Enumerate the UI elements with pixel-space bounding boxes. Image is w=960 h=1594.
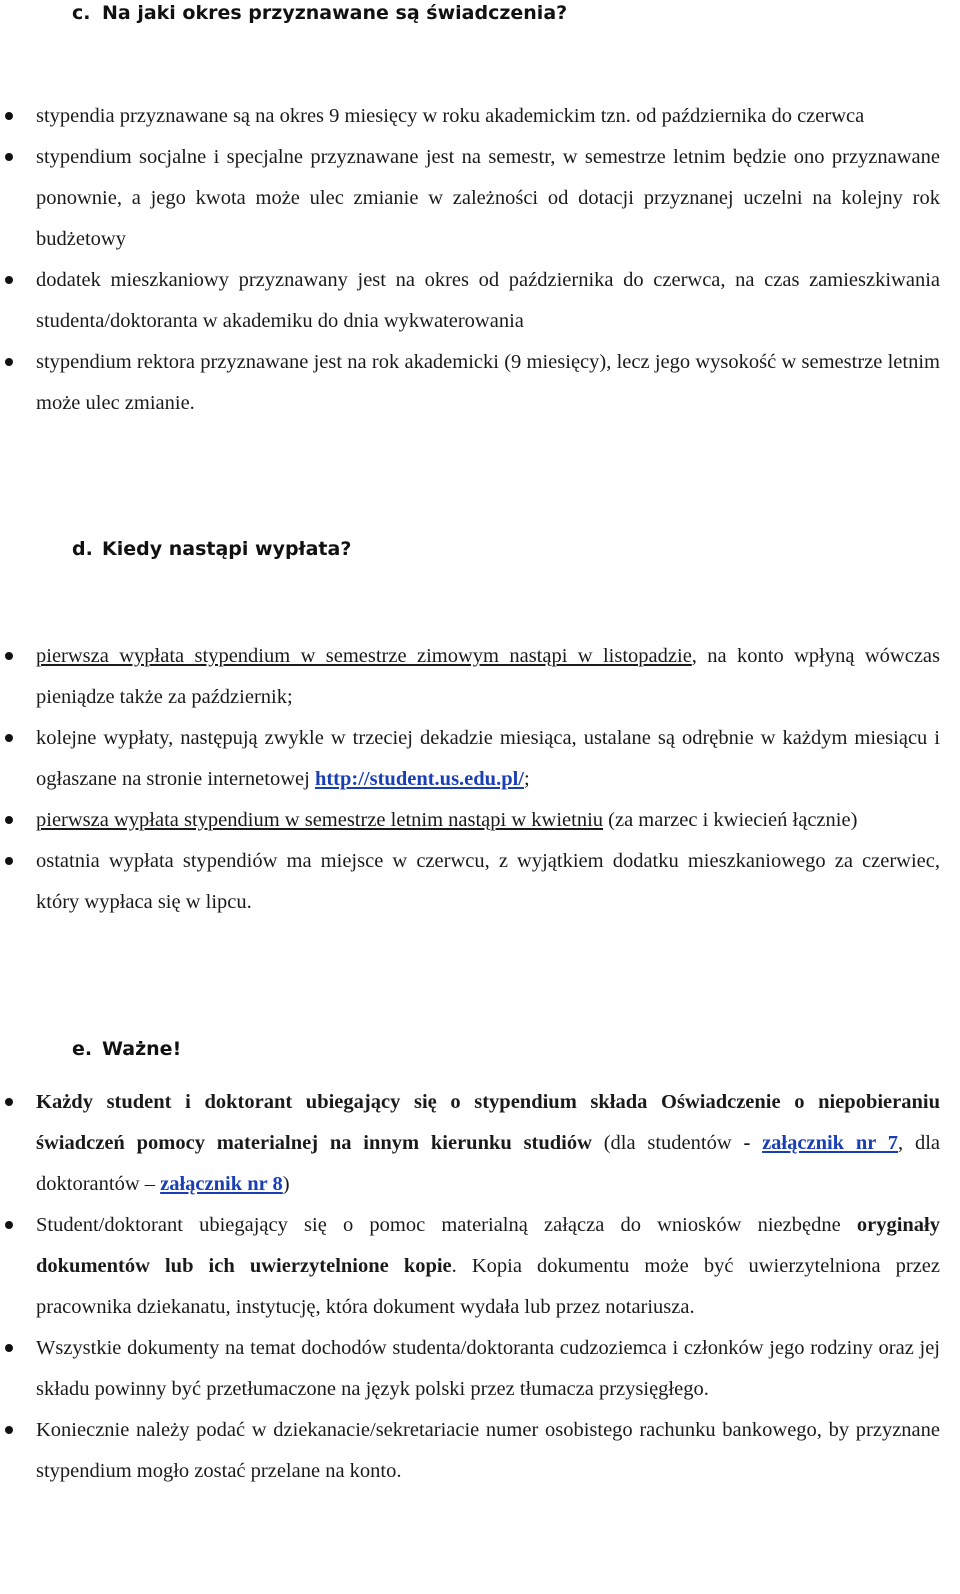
section-e-title: Ważne! (102, 1038, 182, 1060)
section-d-heading (72, 538, 351, 560)
student-website-link[interactable]: http://student.us.edu.pl/ (314, 768, 524, 790)
section-e-list (0, 1082, 960, 1492)
section-c-title: Na jaki okres przyznawane są świadczenia? (102, 2, 568, 24)
section-e-heading (72, 1038, 181, 1060)
list-item-text: Koniecznie należy podać w dziekanacie/sekretariacie numer osobistego rachunku bankowego, by przyznane stypendium mogło zostać przelane na konto. (36, 1419, 940, 1482)
list-item-text: Wszystkie dokumenty na temat dochodów studenta/doktoranta cudzoziemca i członków jego rodziny oraz jej składu powinny być przetłumaczone na język polski przez tłumacza przysięgłego. (36, 1337, 940, 1400)
section-c-heading (72, 2, 567, 24)
list-item-text: Student/doktorant ubiegający się o pomoc materialną załącza do wniosków niezbędne (36, 1214, 857, 1236)
list-item-text: ostatnia wypłata stypendiów ma miejsce w czerwcu, z wyjątkiem dodatku mieszkaniowego za czerwiec, który wypłaca się w lipcu. (36, 850, 940, 913)
attachment-7-link[interactable]: załącznik nr 7 (762, 1132, 899, 1154)
section-d-letter: d. (72, 538, 93, 560)
list-item (0, 636, 960, 718)
section-e-letter: e. (72, 1038, 93, 1060)
list-item (0, 1082, 960, 1205)
list-item-text: - (743, 1132, 763, 1154)
list-item (0, 96, 960, 137)
bold-text: Każdy student i doktorant ubiegający się o stypendium składa Oświadczenie o niepobieraniu świadczeń pomocy materialnej na innym kierunku studiów (36, 1091, 940, 1154)
list-item (0, 718, 960, 800)
list-item (0, 1410, 960, 1492)
list-item (0, 137, 960, 260)
list-item-text: stypendia przyznawane są na okres 9 miesięcy w roku akademickim tzn. od października do czerwca (36, 105, 865, 127)
list-item-text: dodatek mieszkaniowy przyznawany jest na okres od października do czerwca, na czas zamieszkiwania studenta/doktoranta w akademiku do dnia wykwaterowania (36, 269, 940, 332)
list-item (0, 1205, 960, 1328)
list-item (0, 260, 960, 342)
list-item-text: . Kopia dokumentu może być uwierzytelniona przez pracownika dziekanatu, instytucję, która dokument wydała lub przez notariusza. (36, 1255, 941, 1318)
section-c-list (0, 96, 960, 424)
list-item-text: ) (282, 1173, 290, 1195)
section-d-list (0, 636, 960, 923)
list-item-text: kolejne wypłaty, następują zwykle w trzeciej dekadzie miesiąca, ustalane są odrębnie w każdym miesiącu i ogłaszane na stronie internetowej (36, 727, 940, 790)
list-item (0, 841, 960, 923)
underlined-text: pierwsza wypłata stypendium w semestrze zimowym nastąpi w listopadzie (36, 645, 692, 667)
underlined-text: pierwsza wypłata stypendium w semestrze letnim nastąpi w kwietniu (36, 809, 604, 831)
attachment-8-link[interactable]: załącznik nr 8 (160, 1173, 283, 1195)
list-item (0, 1328, 960, 1410)
section-d-title: Kiedy nastąpi wypłata? (102, 538, 352, 560)
list-item (0, 800, 960, 841)
list-item-text: , dla doktorantów – (36, 1132, 940, 1195)
bold-text: oryginały dokumentów lub ich uwierzytelnione kopie (36, 1214, 940, 1277)
list-item-text: stypendium rektora przyznawane jest na rok akademicki (9 miesięcy), lecz jego wysokość w semestrze letnim może ulec zmianie. (36, 351, 940, 414)
list-item (0, 342, 960, 424)
list-item-text: stypendium socjalne i specjalne przyznawane jest na semestr, w semestrze letnim będzie ono przyznawane ponownie, a jego kwota może ulec zmianie w zależności od dotacji przyznanej uczelni na kolejny rok budżetowy (36, 146, 940, 250)
section-c-letter: c. (72, 2, 91, 24)
list-item-text: ; (524, 768, 530, 790)
list-item-text: (za marzec i kwiecień łącznie) (603, 809, 858, 831)
list-item-text: (dla studentów (591, 1132, 744, 1154)
list-item-text: , na konto wpłyną wówczas pieniądze także za październik; (36, 645, 940, 708)
